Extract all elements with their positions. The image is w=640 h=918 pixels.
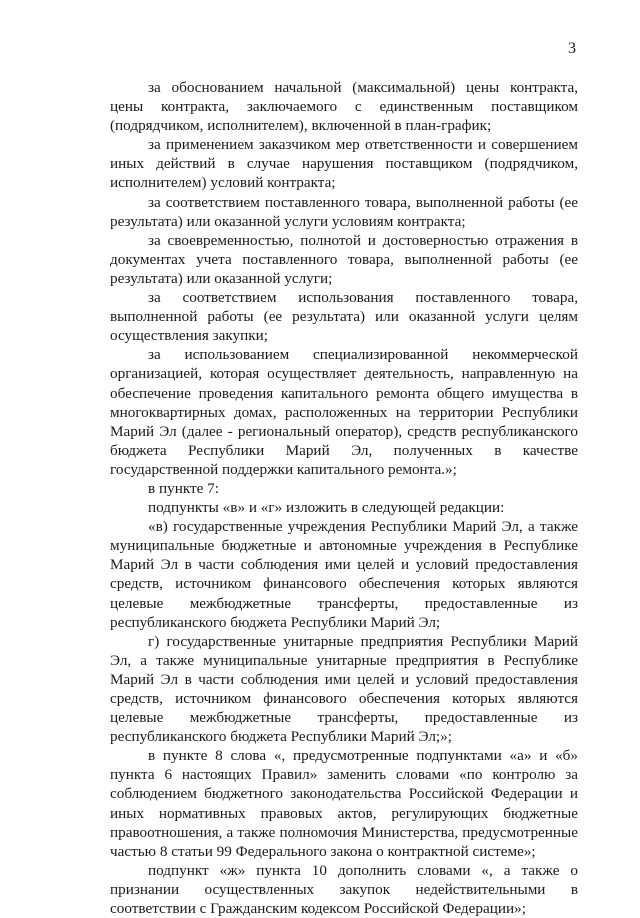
document-body xyxy=(110,78,578,918)
paragraph-9: «в) государственные учреждения Республики Марий Эл, а также муниципальные бюджетные и автономные учреждения в Республике Марий Эл в части соблюдения ими целей и условий предоставления средств, источником финансового обеспечения которых являются целевые межбюджетные трансферты, предоставленные из республиканского бюджета Республики Марий Эл; xyxy=(110,518,578,631)
paragraph-1: за обоснованием начальной (максимальной) цены контракта, цены контракта, заключаемого с единственным поставщиком (подрядчиком, исполнителем), включенной в план-график; xyxy=(110,79,578,135)
paragraph-10: г) государственные унитарные предприятия Республики Марий Эл, а также муниципальные унитарные предприятия в Республике Марий Эл в части соблюдения ими целей и условий предоставления средств, источником финансового обеспечения которых являются целевые межбюджетные трансферты, предоставленные из республиканского бюджета Республики Марий Эл;»; xyxy=(110,632,578,746)
paragraph-5: за соответствием использования поставленного товара, выполненной работы (ее результата) или оказанной услуги целям осуществления закупки; xyxy=(110,289,578,345)
paragraph-12: подпункт «ж» пункта 10 дополнить словами «, а также о признании осуществленных закупок недействительными в соответствии с Гражданским кодексом Российской Федерации»; xyxy=(110,861,578,918)
paragraph-11: в пункте 8 слова «, предусмотренные подпунктами «а» и «б» пункта 6 настоящих Правил» заменить словами «по контролю за соблюдением бюджетного законодательства Российской Федерации и иных нормативных правовых актов, регулирующих бюджетные правоотношения, а также полномочия Министерства, предусмотренные частью 8 статьи 99 Федерального закона о контрактной системе»; xyxy=(110,747,578,860)
paragraph-4: за своевременностью, полнотой и достоверностью отражения в документах учета поставленного товара, выполненной работы (ее результата) или оказанной услуги; xyxy=(110,231,578,287)
paragraph-6: за использованием специализированной некоммерческой организацией, которая осуществляет деятельность, направленную на обеспечение проведения капитального ремонта общего имущества в многоквартирных домах, расположенных на территории Республики Марий Эл (далее - региональный оператор), средств республиканского бюджета Республики Марий Эл, полученных в качестве государственной поддержки капитального ремонта.»; xyxy=(110,346,578,478)
page-number: 3 xyxy=(568,40,576,57)
paragraph-7: в пункте 7: xyxy=(148,479,219,497)
paragraph-3: за соответствием поставленного товара, выполненной работы (ее результата) или оказанной услуги условиям контракта; xyxy=(110,193,578,230)
paragraph-2: за применением заказчиком мер ответственности и совершением иных действий в случае нарушения поставщиком (подрядчиком, исполнителем) условий контракта; xyxy=(110,136,578,192)
paragraph-8: подпункты «в» и «г» изложить в следующей редакции: xyxy=(148,499,505,517)
